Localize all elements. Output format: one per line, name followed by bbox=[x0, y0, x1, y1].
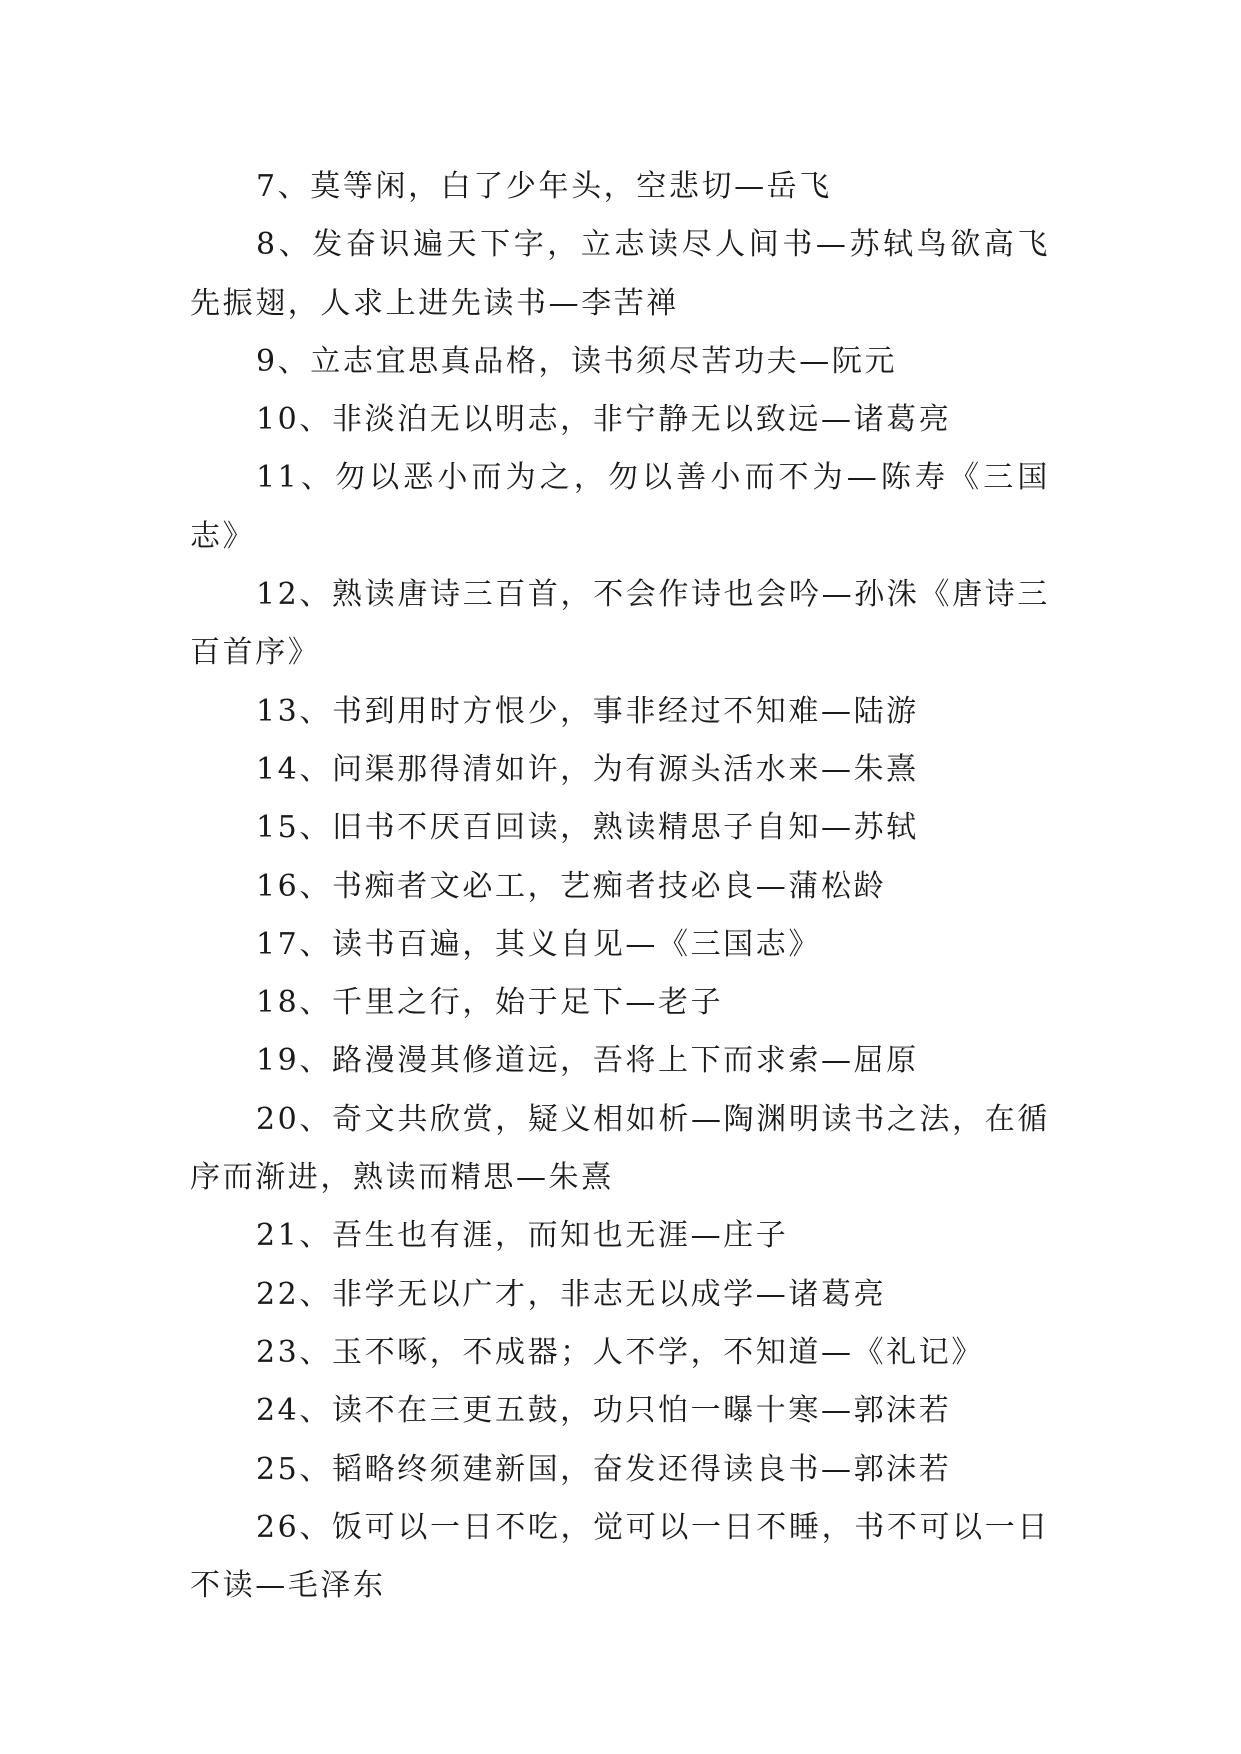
quote-paragraph: 22、非学无以广才，非志无以成学—诸葛亮 bbox=[256, 1276, 887, 1312]
quote-paragraph: 23、玉不啄，不成器；人不学，不知道—《礼记》 bbox=[256, 1334, 984, 1370]
quote-paragraph: 26、饭可以一日不吃，觉可以一日不睡，书不可以一日不读—毛泽东 bbox=[190, 1509, 1050, 1604]
quote-paragraph: 9、立志宜思真品格，读书须尽苦功夫—阮元 bbox=[256, 343, 898, 379]
quote-paragraph: 20、奇文共欣赏，疑义相如析—陶渊明读书之法，在循序而渐进，熟读而精思—朱熹 bbox=[190, 1101, 1050, 1196]
quote-paragraph: 13、书到用时方恨少，事非经过不知难—陆游 bbox=[256, 693, 919, 729]
quote-paragraph: 24、读不在三更五鼓，功只怕一曝十寒—郭沫若 bbox=[256, 1393, 952, 1429]
document-body bbox=[190, 158, 1050, 1615]
quote-paragraph: 11、勿以恶小而为之，勿以善小而不为—陈寿《三国志》 bbox=[190, 460, 1050, 554]
quote-paragraph: 7、莫等闲，白了少年头，空悲切—岳飞 bbox=[256, 169, 832, 204]
quote-paragraph: 12、熟读唐诗三百首，不会作诗也会吟—孙洙《唐诗三百首序》 bbox=[190, 577, 1050, 671]
quote-paragraph: 19、路漫漫其修道远，吾将上下而求索—屈原 bbox=[256, 1043, 919, 1079]
quote-paragraph: 25、韬略终须建新国，奋发还得读良书—郭沫若 bbox=[256, 1451, 952, 1487]
quote-paragraph: 8、发奋识遍天下字，立志读尽人间书—苏轼鸟欲高飞先振翅，人求上进先读书—李苦禅 bbox=[190, 227, 1050, 321]
quote-paragraph: 21、吾生也有涯，而知也无涯—庄子 bbox=[256, 1218, 789, 1254]
quote-paragraph: 15、旧书不厌百回读，熟读精思子自知—苏轼 bbox=[256, 810, 919, 846]
quote-paragraph: 10、非淡泊无以明志，非宁静无以致远—诸葛亮 bbox=[256, 402, 952, 438]
quote-paragraph: 14、问渠那得清如许，为有源头活水来—朱熹 bbox=[256, 751, 919, 787]
quote-paragraph: 18、千里之行，始于足下—老子 bbox=[256, 985, 724, 1021]
quote-paragraph: 16、书痴者文必工，艺痴者技必良—蒲松龄 bbox=[256, 868, 887, 904]
quote-paragraph: 17、读书百遍，其义自见—《三国志》 bbox=[256, 926, 821, 962]
